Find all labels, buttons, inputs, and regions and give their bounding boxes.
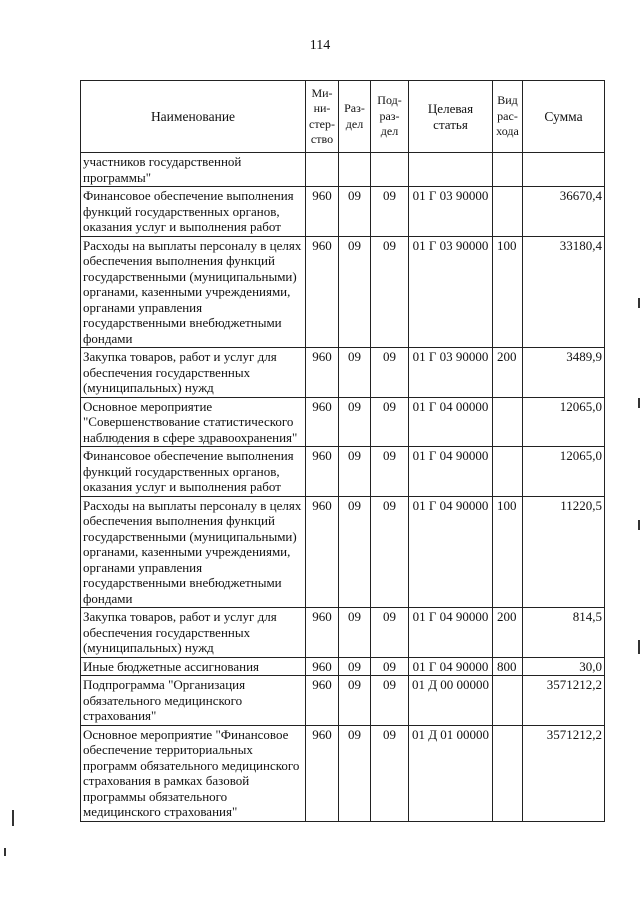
cell-ministry: 960 <box>306 397 339 447</box>
cell-section: 09 <box>339 725 371 821</box>
table-row <box>81 447 605 497</box>
cell-subsection: 09 <box>371 397 409 447</box>
header-ministry: Ми-ни-стер-ство <box>306 81 339 153</box>
cell-ministry: 960 <box>306 608 339 658</box>
cell-section <box>339 153 371 187</box>
cell-section: 09 <box>339 657 371 676</box>
cell-subsection: 09 <box>371 236 409 348</box>
cell-ministry: 960 <box>306 676 339 726</box>
header-sum: Сумма <box>523 81 605 153</box>
cell-sum: 36670,4 <box>523 187 605 237</box>
table-header-row <box>81 81 605 153</box>
margin-mark <box>4 848 6 856</box>
cell-name: Иные бюджетные ассигнования <box>81 657 306 676</box>
cell-section: 09 <box>339 496 371 608</box>
cell-subsection: 09 <box>371 608 409 658</box>
header-section: Раз-дел <box>339 81 371 153</box>
cell-ministry: 960 <box>306 236 339 348</box>
header-expense-type: Вид рас-хода <box>493 81 523 153</box>
cell-subsection: 09 <box>371 676 409 726</box>
cell-name: Финансовое обеспечение выполнения функций государственных органов, оказания услуг и выполнения работ <box>81 187 306 237</box>
cell-subsection: 09 <box>371 657 409 676</box>
cell-target <box>409 153 493 187</box>
cell-name: Закупка товаров, работ и услуг для обеспечения государственных (муниципальных) нужд <box>81 608 306 658</box>
table-row <box>81 397 605 447</box>
table-row <box>81 348 605 398</box>
cell-sum: 3571212,2 <box>523 725 605 821</box>
cell-expense-type: 200 <box>493 608 523 658</box>
table-row <box>81 236 605 348</box>
cell-name: Расходы на выплаты персоналу в целях обеспечения выполнения функций государственными (муниципальными) органами, казенными учреждениями, органами управления государственными внебюджетными фондами <box>81 236 306 348</box>
cell-subsection: 09 <box>371 447 409 497</box>
header-subsection: Под-раз-дел <box>371 81 409 153</box>
cell-target: 01 Д 01 00000 <box>409 725 493 821</box>
budget-table <box>80 80 605 822</box>
cell-name: Финансовое обеспечение выполнения функций государственных органов, оказания услуг и выполнения работ <box>81 447 306 497</box>
cell-sum <box>523 153 605 187</box>
cell-target: 01 Г 04 90000 <box>409 657 493 676</box>
cell-target: 01 Г 04 90000 <box>409 447 493 497</box>
cell-ministry: 960 <box>306 187 339 237</box>
cell-target: 01 Г 03 90000 <box>409 348 493 398</box>
table-row <box>81 153 605 187</box>
cell-subsection <box>371 153 409 187</box>
cell-section: 09 <box>339 187 371 237</box>
cell-name: Основное мероприятие "Совершенствование статистического наблюдения в сфере здравоохранения" <box>81 397 306 447</box>
cell-expense-type <box>493 153 523 187</box>
table-row <box>81 676 605 726</box>
cell-name: Основное мероприятие "Финансовое обеспечение территориальных программ обязательного медицинского страхования в рамках базовой программы обязательного медицинского страхования" <box>81 725 306 821</box>
cell-ministry: 960 <box>306 657 339 676</box>
table-row <box>81 657 605 676</box>
cell-name: Подпрограмма "Организация обязательного медицинского страхования" <box>81 676 306 726</box>
cell-target: 01 Г 03 90000 <box>409 187 493 237</box>
header-target: Целевая статья <box>409 81 493 153</box>
cell-ministry: 960 <box>306 496 339 608</box>
cell-sum: 11220,5 <box>523 496 605 608</box>
margin-mark <box>12 810 14 826</box>
cell-subsection: 09 <box>371 348 409 398</box>
cell-expense-type <box>493 447 523 497</box>
cell-sum: 33180,4 <box>523 236 605 348</box>
header-name: Наименование <box>81 81 306 153</box>
cell-target: 01 Г 04 00000 <box>409 397 493 447</box>
table-row <box>81 725 605 821</box>
cell-section: 09 <box>339 447 371 497</box>
cell-name: участников государственной программы" <box>81 153 306 187</box>
cell-expense-type: 100 <box>493 496 523 608</box>
cell-expense-type <box>493 676 523 726</box>
cell-expense-type: 800 <box>493 657 523 676</box>
table-row <box>81 496 605 608</box>
page-number: 114 <box>309 38 331 53</box>
cell-ministry: 960 <box>306 348 339 398</box>
cell-section: 09 <box>339 348 371 398</box>
cell-sum: 3571212,2 <box>523 676 605 726</box>
cell-sum: 814,5 <box>523 608 605 658</box>
table-row <box>81 187 605 237</box>
table-row <box>81 608 605 658</box>
cell-sum: 30,0 <box>523 657 605 676</box>
cell-ministry <box>306 153 339 187</box>
cell-target: 01 Г 03 90000 <box>409 236 493 348</box>
cell-name: Закупка товаров, работ и услуг для обеспечения государственных (муниципальных) нужд <box>81 348 306 398</box>
cell-section: 09 <box>339 608 371 658</box>
cell-section: 09 <box>339 676 371 726</box>
cell-section: 09 <box>339 236 371 348</box>
cell-subsection: 09 <box>371 496 409 608</box>
cell-target: 01 Г 04 90000 <box>409 608 493 658</box>
cell-ministry: 960 <box>306 725 339 821</box>
cell-sum: 3489,9 <box>523 348 605 398</box>
cell-subsection: 09 <box>371 725 409 821</box>
cell-subsection: 09 <box>371 187 409 237</box>
cell-expense-type <box>493 725 523 821</box>
cell-target: 01 Г 04 90000 <box>409 496 493 608</box>
cell-sum: 12065,0 <box>523 447 605 497</box>
cell-expense-type: 200 <box>493 348 523 398</box>
cell-section: 09 <box>339 397 371 447</box>
cell-ministry: 960 <box>306 447 339 497</box>
cell-target: 01 Д 00 00000 <box>409 676 493 726</box>
cell-expense-type <box>493 187 523 237</box>
cell-name: Расходы на выплаты персоналу в целях обеспечения выполнения функций государственными (муниципальными) органами, казенными учреждениями, органами управления государственными внебюджетными фондами <box>81 496 306 608</box>
cell-sum: 12065,0 <box>523 397 605 447</box>
cell-expense-type: 100 <box>493 236 523 348</box>
cell-expense-type <box>493 397 523 447</box>
